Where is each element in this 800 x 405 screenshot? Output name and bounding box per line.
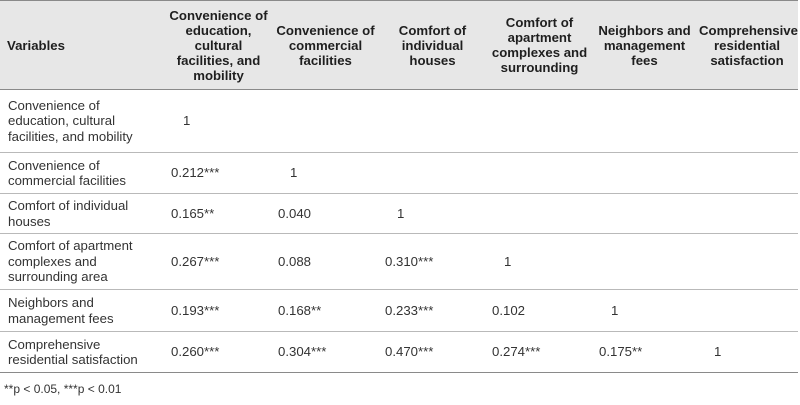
header-neighbors-fees: Neighbors and management fees	[593, 1, 696, 90]
table-cell: 0.102	[486, 290, 593, 332]
table-row	[0, 332, 798, 373]
table-cell	[272, 90, 379, 153]
table-header-row	[0, 1, 798, 90]
row-label: Convenience of commercial facilities	[0, 153, 165, 194]
table-cell: 0.040	[272, 194, 379, 234]
table-cell	[696, 153, 798, 194]
header-variables: Variables	[0, 1, 165, 90]
table-cell	[696, 234, 798, 290]
row-label: Convenience of education, cultural facilities, and mobility	[0, 90, 165, 153]
table-cell: 1	[593, 290, 696, 332]
header-convenience-commercial: Convenience of commercial facilities	[272, 1, 379, 90]
table-cell	[696, 290, 798, 332]
table-cell: 0.175**	[593, 332, 696, 373]
table-cell: 0.267***	[165, 234, 272, 290]
table-cell: 0.274***	[486, 332, 593, 373]
header-comfort-individual-houses: Comfort of individual houses	[379, 1, 486, 90]
table-cell: 0.212***	[165, 153, 272, 194]
significance-footnote: **p < 0.05, ***p < 0.01	[4, 382, 122, 396]
row-label: Neighbors and management fees	[0, 290, 165, 332]
table-cell	[593, 90, 696, 153]
table-cell: 1	[379, 194, 486, 234]
table-row	[0, 194, 798, 234]
table-cell: 0.088	[272, 234, 379, 290]
table-cell	[593, 234, 696, 290]
table-cell: 1	[696, 332, 798, 373]
table-cell: 1	[165, 90, 272, 153]
table-row	[0, 290, 798, 332]
table-row	[0, 90, 798, 153]
header-comprehensive-satisfaction: Comprehensive residential satisfaction	[696, 1, 798, 90]
table-cell: 0.260***	[165, 332, 272, 373]
header-comfort-apartment: Comfort of apartment complexes and surrounding	[486, 1, 593, 90]
table-cell: 0.165**	[165, 194, 272, 234]
table-cell: 1	[272, 153, 379, 194]
table-cell	[379, 90, 486, 153]
table-cell	[486, 194, 593, 234]
table-cell: 0.168**	[272, 290, 379, 332]
table-cell	[593, 194, 696, 234]
row-label: Comprehensive residential satisfaction	[0, 332, 165, 373]
table-cell: 1	[486, 234, 593, 290]
table-cell	[696, 194, 798, 234]
table-cell: 0.470***	[379, 332, 486, 373]
table-cell: 0.233***	[379, 290, 486, 332]
row-label: Comfort of apartment complexes and surrounding area	[0, 234, 165, 290]
table-cell: 0.193***	[165, 290, 272, 332]
row-label: Comfort of individual houses	[0, 194, 165, 234]
table-cell	[696, 90, 798, 153]
table-cell	[486, 153, 593, 194]
header-convenience-education: Convenience of education, cultural facilities, and mobility	[165, 1, 272, 90]
table-cell: 0.310***	[379, 234, 486, 290]
table-cell	[486, 90, 593, 153]
table-cell	[379, 153, 486, 194]
table-row	[0, 234, 798, 290]
table-cell	[593, 153, 696, 194]
table-row	[0, 153, 798, 194]
table-cell: 0.304***	[272, 332, 379, 373]
